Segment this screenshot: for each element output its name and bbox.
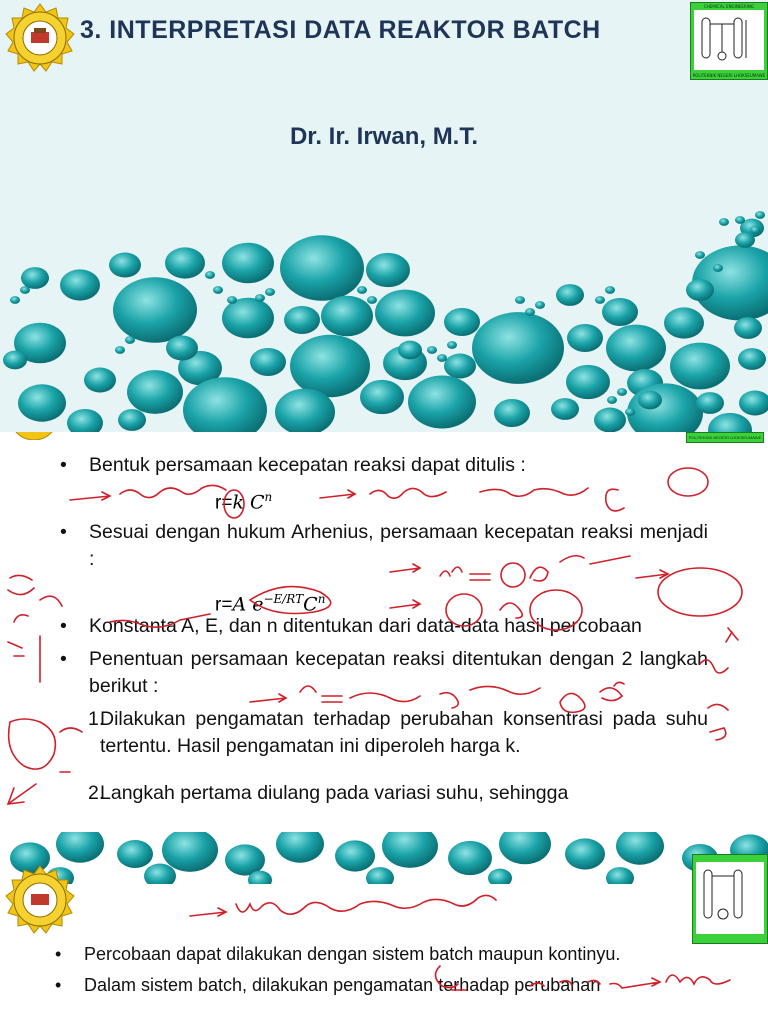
- bubble-shape: [127, 370, 183, 414]
- numbered-step: 2. Langkah pertama diulang pada variasi suhu, sehingga: [88, 781, 569, 804]
- bubble-shape: [205, 271, 215, 279]
- bubble-shape: [382, 832, 438, 868]
- bubble-shape: [625, 408, 635, 416]
- bubble-shape: [735, 216, 745, 224]
- bubble-shape: [60, 269, 100, 300]
- bubble-shape: [162, 832, 218, 872]
- bubble-shape: [488, 869, 512, 884]
- bubble-shape: [595, 296, 605, 304]
- bubble-shape: [20, 286, 30, 294]
- chemical-engineering-badge: CHEMICAL ENGINEERING POLITEKNIK NEGERI LHOKSEUMAWE: [690, 2, 768, 80]
- bubble-shape: [255, 294, 265, 302]
- bubble-shape: [755, 211, 765, 219]
- bubble-shape: [556, 284, 584, 306]
- bubble-shape: [602, 298, 638, 326]
- bubble-shape: [183, 377, 267, 432]
- numbered-step: 1. Dilakukan pengamatan terhadap perubahan konsentrasi pada suhu tertentu. Hasil pengamatan ini diperoleh harga k.: [88, 708, 708, 757]
- bubble-shape: [290, 335, 370, 397]
- author-name: Dr. Ir. Irwan, M.T.: [289, 123, 479, 150]
- bubble-shape: [696, 392, 724, 414]
- title-slide: [0, 0, 768, 432]
- bubble-strip-decoration: [0, 832, 768, 884]
- bubble-shape: [605, 286, 615, 294]
- bubble-shape: [708, 413, 752, 432]
- bubble-shape: [444, 354, 476, 379]
- bubble-shape: [617, 388, 627, 396]
- bubble-shape: [686, 279, 714, 301]
- bubble-shape: [321, 296, 373, 337]
- bubble-shape: [735, 232, 755, 248]
- bubble-shape: [375, 290, 435, 337]
- content-slide-2: [0, 832, 768, 1024]
- bubble-shape: [594, 408, 626, 432]
- bubble-shape: [284, 306, 320, 334]
- bubble-shape: [67, 409, 103, 432]
- bubble-shape: [515, 296, 525, 304]
- bubble-shape: [499, 832, 551, 864]
- bubble-shape: [113, 277, 197, 343]
- bubble-shape: [566, 365, 610, 399]
- reactor-icon: [694, 10, 764, 70]
- content-body: [60, 452, 708, 826]
- bubble-shape: [109, 253, 141, 278]
- bubble-shape: [616, 832, 664, 865]
- bubble-shape: [265, 288, 275, 296]
- bullet-item: • Penentuan persamaan kecepatan reaksi ditentukan dengan 2 langkah berikut :: [60, 648, 708, 697]
- bubble-shape: [447, 341, 457, 349]
- bubble-shape: [227, 296, 237, 304]
- bubble-shape: [222, 298, 274, 339]
- bubble-shape: [125, 336, 135, 344]
- bubble-decoration: [0, 0, 768, 432]
- bubble-shape: [606, 867, 634, 884]
- bubble-shape: [719, 218, 729, 226]
- bubble-shape: [734, 317, 762, 339]
- bubble-shape: [117, 840, 153, 868]
- bubble-shape: [567, 324, 603, 352]
- bubble-shape: [357, 286, 367, 294]
- slide-title: 3. INTERPRETASI DATA REAKTOR BATCH: [80, 16, 601, 44]
- bubble-shape: [437, 354, 447, 362]
- bubble-shape: [448, 841, 492, 875]
- bullet-item: • Sesuai dengan hukum Arhenius, persamaan kecepatan reaksi menjadi :: [60, 521, 708, 570]
- content-body: [55, 942, 708, 998]
- reactor-icon: [696, 862, 764, 934]
- bullet-item: • Dalam sistem batch, dilakukan pengamatan terhadap perubahan: [55, 975, 601, 995]
- bubble-shape: [335, 840, 375, 871]
- bubble-shape: [408, 375, 476, 428]
- bubble-shape: [444, 308, 480, 336]
- bubble-shape: [607, 396, 617, 404]
- bubble-shape: [56, 832, 104, 863]
- bubble-shape: [144, 864, 176, 884]
- bubble-shape: [166, 336, 198, 361]
- bubble-shape: [565, 838, 605, 869]
- bubble-shape: [695, 251, 705, 259]
- bullet-item: • Konstanta A, E, dan n ditentukan dari data-data hasil percobaan: [60, 615, 642, 637]
- bubble-shape: [366, 867, 394, 884]
- bubble-shape: [494, 399, 530, 427]
- bubble-shape: [280, 235, 364, 301]
- rate-equation: r=k $C^n$: [215, 490, 273, 514]
- chemical-engineering-badge: [692, 854, 768, 944]
- bubble-shape: [366, 253, 410, 287]
- bubble-shape: [398, 341, 422, 360]
- polytechnic-logo: [4, 2, 76, 74]
- bubble-shape: [713, 264, 723, 272]
- bubble-shape: [213, 286, 223, 294]
- institution-tag: POLITEKNIK NEGERI LHOKSEUMAWE: [686, 432, 764, 443]
- bubble-shape: [118, 409, 146, 431]
- arrhenius-equation: r=A $e^{-E/RT}C^n$: [215, 592, 326, 616]
- content-slide-1: [0, 432, 768, 832]
- polytechnic-logo-partial: [4, 432, 64, 440]
- bubble-shape: [638, 391, 662, 410]
- bubble-shape: [18, 384, 66, 421]
- bubble-shape: [535, 301, 545, 309]
- bubble-shape: [738, 348, 766, 370]
- bubble-shape: [367, 296, 377, 304]
- bubble-shape: [115, 346, 125, 354]
- bubble-shape: [606, 325, 666, 372]
- bubble-shape: [10, 296, 20, 304]
- bubble-shape: [165, 247, 205, 278]
- bubble-shape: [250, 348, 286, 376]
- bubble-shape: [427, 346, 437, 354]
- bubble-shape: [551, 398, 579, 420]
- bubble-shape: [3, 351, 27, 370]
- bubble-shape: [276, 832, 324, 863]
- bullet-item: • Bentuk persamaan kecepatan reaksi dapat ditulis :: [60, 454, 526, 476]
- bullet-item: • Percobaan dapat dilakukan dengan sistem batch maupun kontinyu.: [55, 944, 621, 964]
- bubble-shape: [222, 243, 274, 284]
- bubble-shape: [664, 307, 704, 338]
- bubble-shape: [750, 226, 760, 234]
- bubble-shape: [84, 368, 116, 393]
- polytechnic-logo: [4, 864, 76, 936]
- bubble-shape: [525, 308, 535, 316]
- bubble-shape: [472, 312, 564, 384]
- bubble-shape: [360, 380, 404, 414]
- bubble-shape: [21, 267, 49, 289]
- bubble-shape: [670, 343, 730, 390]
- bubble-shape: [739, 391, 768, 416]
